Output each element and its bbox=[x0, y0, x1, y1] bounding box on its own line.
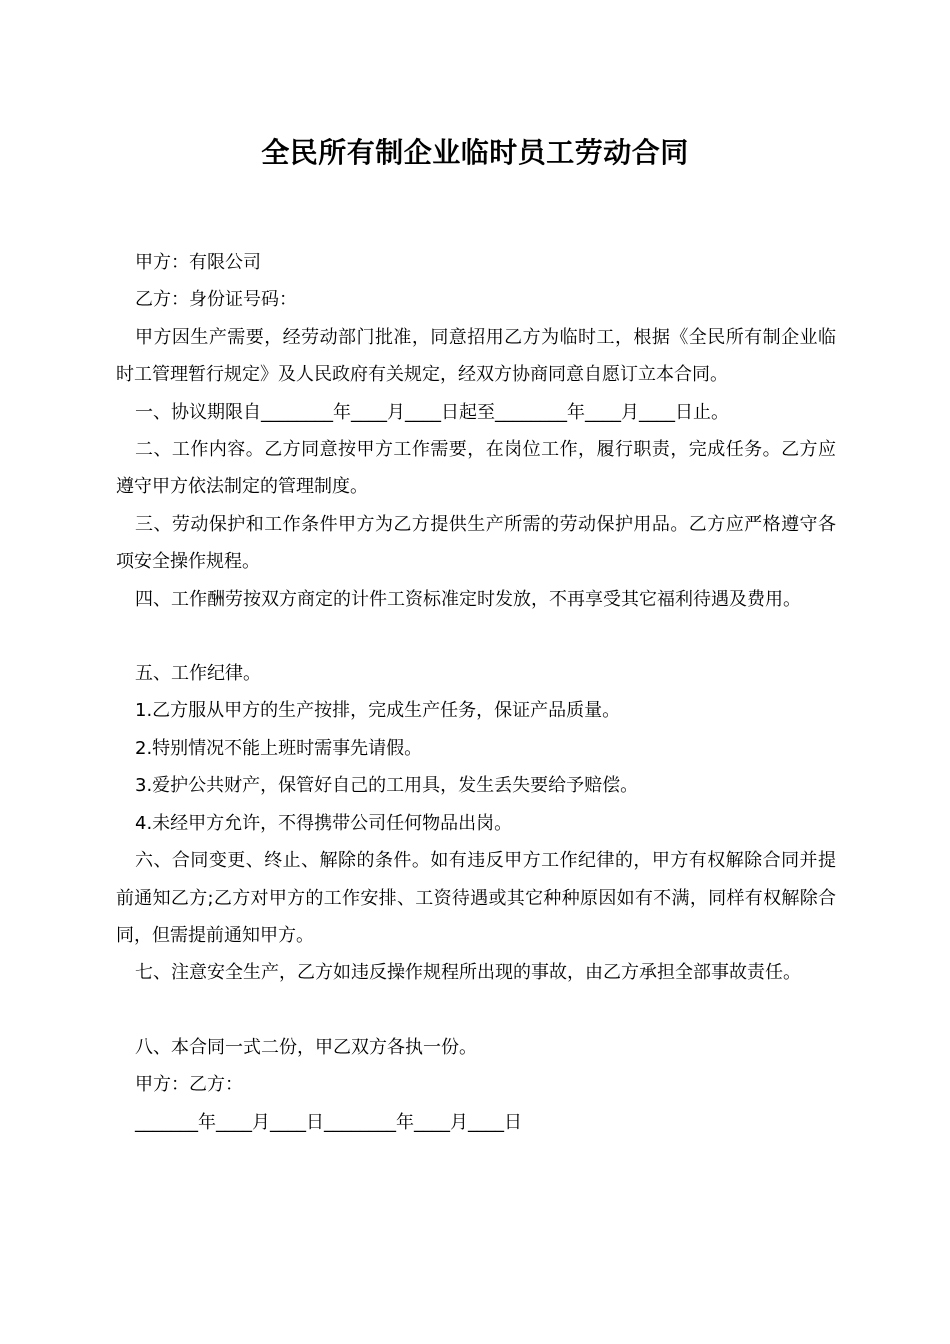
discipline-item-3: 3.爱护公共财产，保管好自己的工用具，发生丢失要给予赔偿。 bbox=[135, 775, 639, 797]
clause-7-safety: 七、注意安全生产，乙方如违反操作规程所出现的事故，由乙方承担全部事故责任。 bbox=[135, 962, 801, 984]
signature-parties-line: 甲方：乙方： bbox=[135, 1074, 243, 1096]
discipline-item-4: 4.未经甲方允许，不得携带公司任何物品出岗。 bbox=[135, 812, 513, 834]
document-title: 全民所有制企业临时员工劳动合同 bbox=[261, 136, 689, 169]
clause-3-labor-protection: 三、劳动保护和工作条件甲方为乙方提供生产所需的劳动保护用品。乙方应严格遵守各项安全操作规程。 bbox=[116, 513, 836, 573]
document-body bbox=[116, 244, 836, 1141]
preamble-paragraph: 甲方因生产需要，经劳动部门批准，同意招用乙方为临时工，根据《全民所有制企业临时工管理暂行规定》及人民政府有关规定，经双方协商同意自愿订立本合同。 bbox=[116, 326, 836, 386]
discipline-item-1: 1.乙方服从甲方的生产按排，完成生产任务，保证产品质量。 bbox=[135, 700, 621, 722]
paragraph-gap bbox=[116, 618, 836, 655]
signature-date-line: _______年____月____日________年____月____日 bbox=[135, 1111, 522, 1133]
clause-2-work-content: 二、工作内容。乙方同意按甲方工作需要，在岗位工作，履行职责，完成任务。乙方应遵守甲方依法制定的管理制度。 bbox=[116, 439, 836, 498]
clause-6-termination: 六、合同变更、终止、解除的条件。如有违反甲方工作纪律的，甲方有权解除合同并提前通知乙方;乙方对甲方的工作安排、工资待遇或其它种种原因如有不满，同样有权解除合同，但需提前通知甲方。 bbox=[116, 850, 836, 946]
party-b-line: 乙方：身份证号码： bbox=[135, 289, 297, 311]
party-a-line: 甲方：有限公司 bbox=[135, 252, 261, 273]
clause-5-discipline: 五、工作纪律。 bbox=[135, 663, 261, 685]
paragraph-gap bbox=[116, 992, 836, 1029]
clause-8-copies: 八、本合同一式二份，甲乙双方各执一份。 bbox=[135, 1036, 477, 1058]
discipline-item-2: 2.特别情况不能上班时需事先请假。 bbox=[135, 737, 423, 759]
clause-4-remuneration: 四、工作酬劳按双方商定的计件工资标准定时发放，不再享受其它福利待遇及费用。 bbox=[135, 588, 801, 610]
clause-1-term: 一、协议期限自________年____月____日起至________年____月____日止。 bbox=[135, 401, 729, 423]
